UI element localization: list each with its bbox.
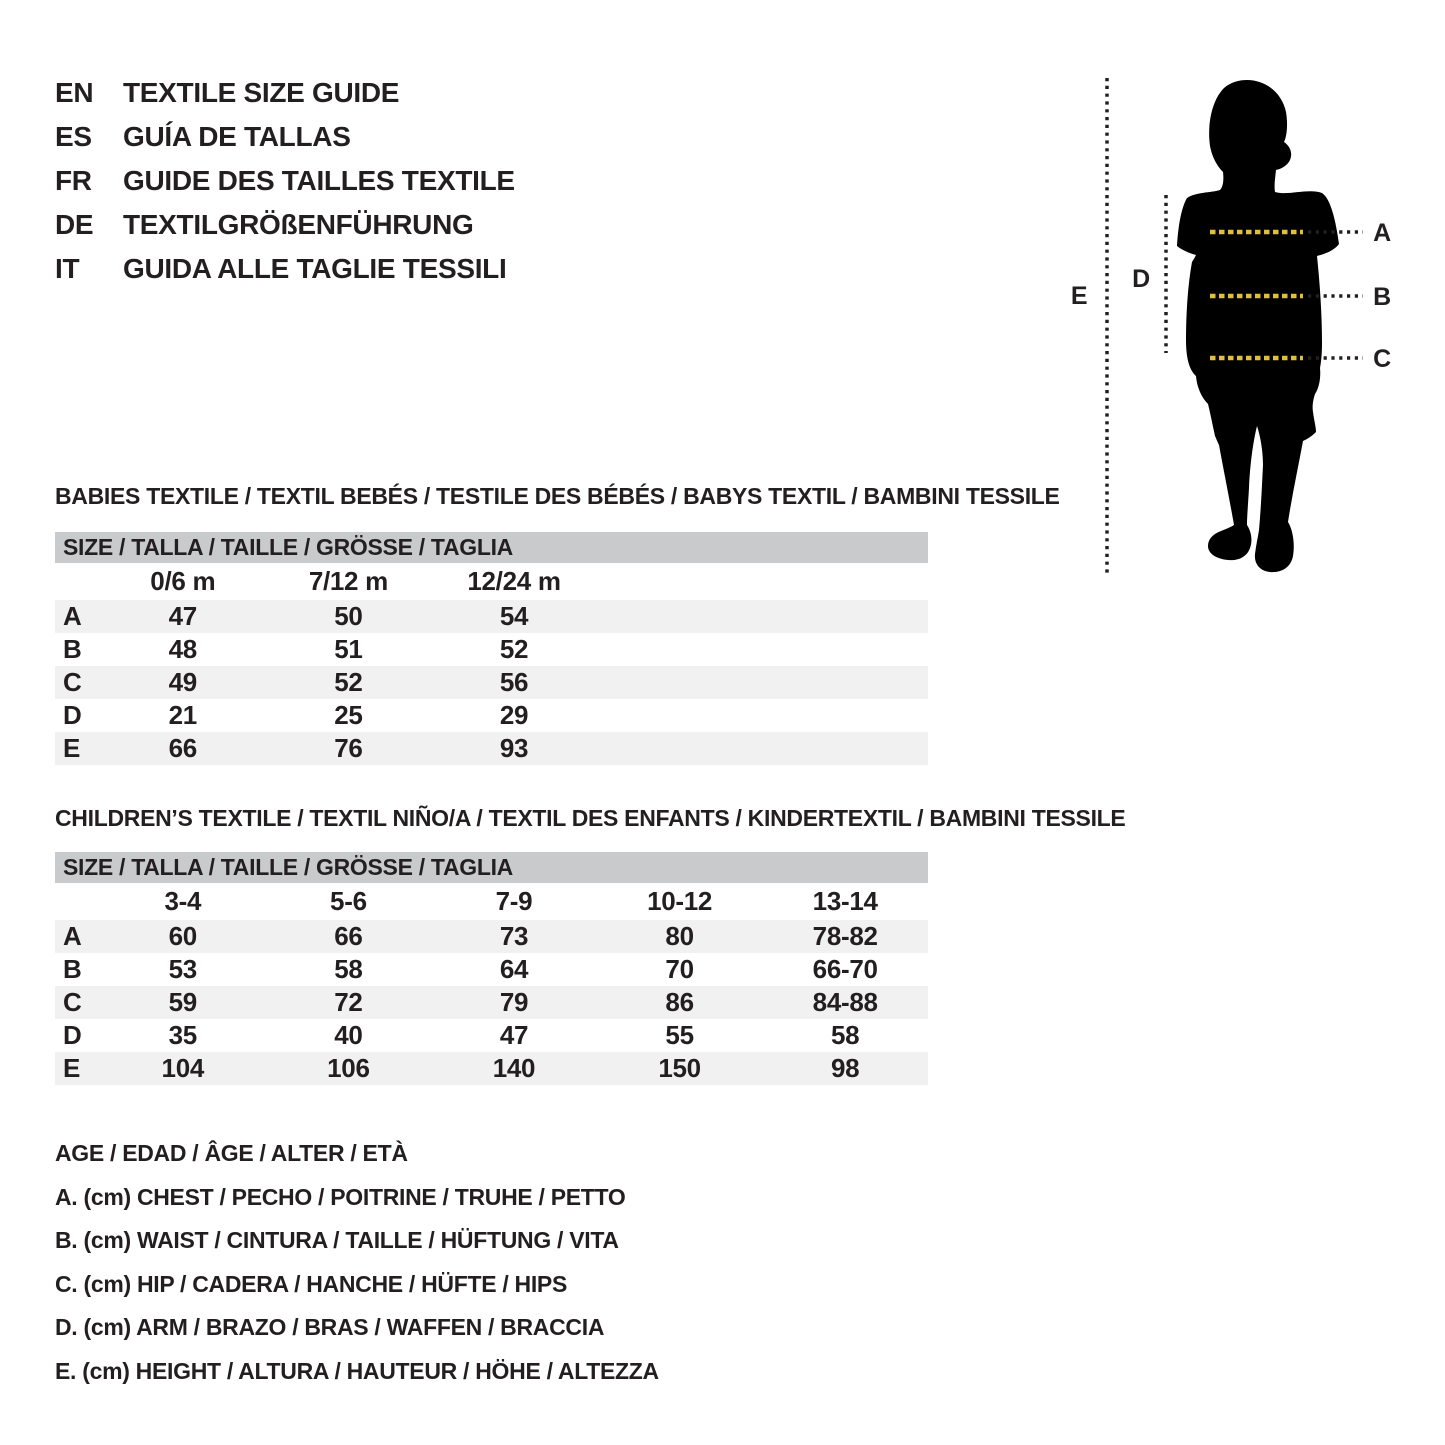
column-header: 7/12 m — [308, 566, 388, 596]
column-header-row — [55, 883, 928, 920]
cell: 86 — [665, 987, 694, 1017]
table-row — [55, 600, 928, 633]
measure-label-d: D — [1132, 265, 1150, 293]
legend-arm-line: D. (cm) ARM / BRAZO / BRAS / WAFFEN / BRACCIA — [55, 1314, 605, 1341]
size-header-bar: SIZE / TALLA / TAILLE / GRÖSSE / TAGLIA — [55, 532, 928, 563]
cell: 106 — [327, 1053, 370, 1083]
lang-code: EN — [55, 77, 94, 108]
cell: 49 — [168, 667, 197, 697]
table-row — [55, 699, 928, 732]
row-label: E — [63, 1053, 81, 1083]
legend-age-line: AGE / EDAD / ÂGE / ALTER / ETÀ — [55, 1140, 408, 1166]
size-header-bar: SIZE / TALLA / TAILLE / GRÖSSE / TAGLIA — [55, 852, 928, 883]
language-title-block — [55, 71, 515, 291]
cell: 70 — [665, 954, 694, 984]
cell: 29 — [499, 700, 529, 730]
title-row-it — [55, 247, 515, 291]
table-row — [55, 953, 928, 986]
title-row-de — [55, 203, 515, 247]
cell: 60 — [168, 921, 197, 951]
row-label: D — [63, 1020, 82, 1050]
table-row — [55, 1019, 928, 1052]
babies-size-table — [55, 532, 928, 765]
table-row — [55, 666, 928, 699]
cell: 56 — [499, 667, 529, 697]
cell: 79 — [499, 987, 529, 1017]
guide-title: TEXTILGRÖßENFÜHRUNG — [123, 209, 474, 240]
guide-title: GUIDE DES TAILLES TEXTILE — [123, 165, 515, 196]
cell: 51 — [334, 634, 363, 664]
cell: 66 — [168, 733, 197, 763]
cell: 140 — [492, 1053, 536, 1083]
row-label: A — [63, 601, 82, 631]
guide-title: TEXTILE SIZE GUIDE — [123, 77, 400, 108]
cell: 21 — [168, 700, 197, 730]
cell: 40 — [334, 1020, 363, 1050]
table-row — [55, 1052, 928, 1085]
cell: 76 — [334, 733, 363, 763]
title-row-es — [55, 115, 515, 159]
title-row-en — [55, 71, 515, 115]
cell: 72 — [334, 987, 363, 1017]
column-header: 12/24 m — [467, 566, 561, 596]
lang-code: ES — [55, 121, 92, 152]
legend-hip-line: C. (cm) HIP / CADERA / HANCHE / HÜFTE / HIPS — [55, 1270, 568, 1297]
cell: 48 — [168, 634, 197, 664]
cell: 84-88 — [812, 987, 878, 1017]
child-silhouette — [1177, 80, 1339, 572]
cell: 50 — [334, 601, 363, 631]
column-header: 13-14 — [812, 886, 878, 916]
cell: 64 — [499, 954, 529, 984]
legend-chest-line: A. (cm) CHEST / PECHO / POITRINE / TRUHE / PETTO — [55, 1183, 626, 1210]
legend-height-line: E. (cm) HEIGHT / ALTURA / HAUTEUR / HÖHE / ALTEZZA — [55, 1357, 659, 1384]
row-label: B — [63, 954, 82, 984]
cell: 66 — [334, 921, 363, 951]
column-header: 10-12 — [647, 886, 713, 916]
column-header: 0/6 m — [150, 566, 216, 596]
lang-code: DE — [55, 209, 94, 240]
cell: 47 — [499, 1020, 529, 1050]
row-label: C — [63, 987, 82, 1017]
children-size-table — [55, 852, 928, 1085]
row-label: C — [63, 667, 82, 697]
child-silhouette-figure — [1060, 60, 1445, 600]
cell: 59 — [168, 987, 197, 1017]
row-label: B — [63, 634, 82, 664]
row-label: A — [63, 921, 82, 951]
guide-title: GUÍA DE TALLAS — [123, 121, 351, 152]
cell: 78-82 — [812, 921, 878, 951]
cell: 53 — [168, 954, 197, 984]
table-row — [55, 732, 928, 765]
babies-section-title: BABIES TEXTILE / TEXTIL BEBÉS / TESTILE DES BÉBÉS / BABYS TEXTIL / BAMBINI TESSILE — [55, 483, 1060, 509]
measure-label-e: E — [1070, 282, 1088, 310]
cell: 52 — [334, 667, 363, 697]
column-header: 5-6 — [330, 886, 367, 916]
cell: 73 — [499, 921, 529, 951]
column-header: 7-9 — [495, 886, 533, 916]
cell: 58 — [334, 954, 363, 984]
lang-code: FR — [55, 165, 92, 196]
cell: 80 — [665, 921, 694, 951]
cell: 54 — [499, 601, 529, 631]
guide-title: GUIDA ALLE TAGLIE TESSILI — [123, 253, 507, 284]
column-header-row — [55, 563, 928, 600]
cell: 93 — [499, 733, 529, 763]
cell: 104 — [161, 1053, 205, 1083]
cell: 52 — [499, 634, 529, 664]
cell: 55 — [665, 1020, 694, 1050]
table-row — [55, 633, 928, 666]
legend-waist-line: B. (cm) WAIST / CINTURA / TAILLE / HÜFTUNG / VITA — [55, 1227, 619, 1254]
cell: 25 — [334, 700, 363, 730]
title-row-fr — [55, 159, 515, 203]
cell: 98 — [831, 1053, 860, 1083]
cell: 58 — [831, 1020, 860, 1050]
measure-label-b: B — [1373, 283, 1391, 311]
measurement-legend — [55, 1132, 659, 1394]
lang-code: IT — [55, 253, 80, 284]
measure-label-a: A — [1373, 219, 1391, 247]
column-header: 3-4 — [164, 886, 202, 916]
row-label: D — [63, 700, 82, 730]
cell: 47 — [168, 601, 197, 631]
children-section-title: CHILDREN’S TEXTILE / TEXTIL NIÑO/A / TEXTIL DES ENFANTS / KINDERTEXTIL / BAMBINI TESSILE — [55, 805, 1126, 831]
measure-label-c: C — [1373, 345, 1391, 373]
cell: 150 — [658, 1053, 701, 1083]
cell: 66-70 — [812, 954, 878, 984]
table-row — [55, 920, 928, 953]
cell: 35 — [168, 1020, 197, 1050]
table-row — [55, 986, 928, 1019]
row-label: E — [63, 733, 81, 763]
